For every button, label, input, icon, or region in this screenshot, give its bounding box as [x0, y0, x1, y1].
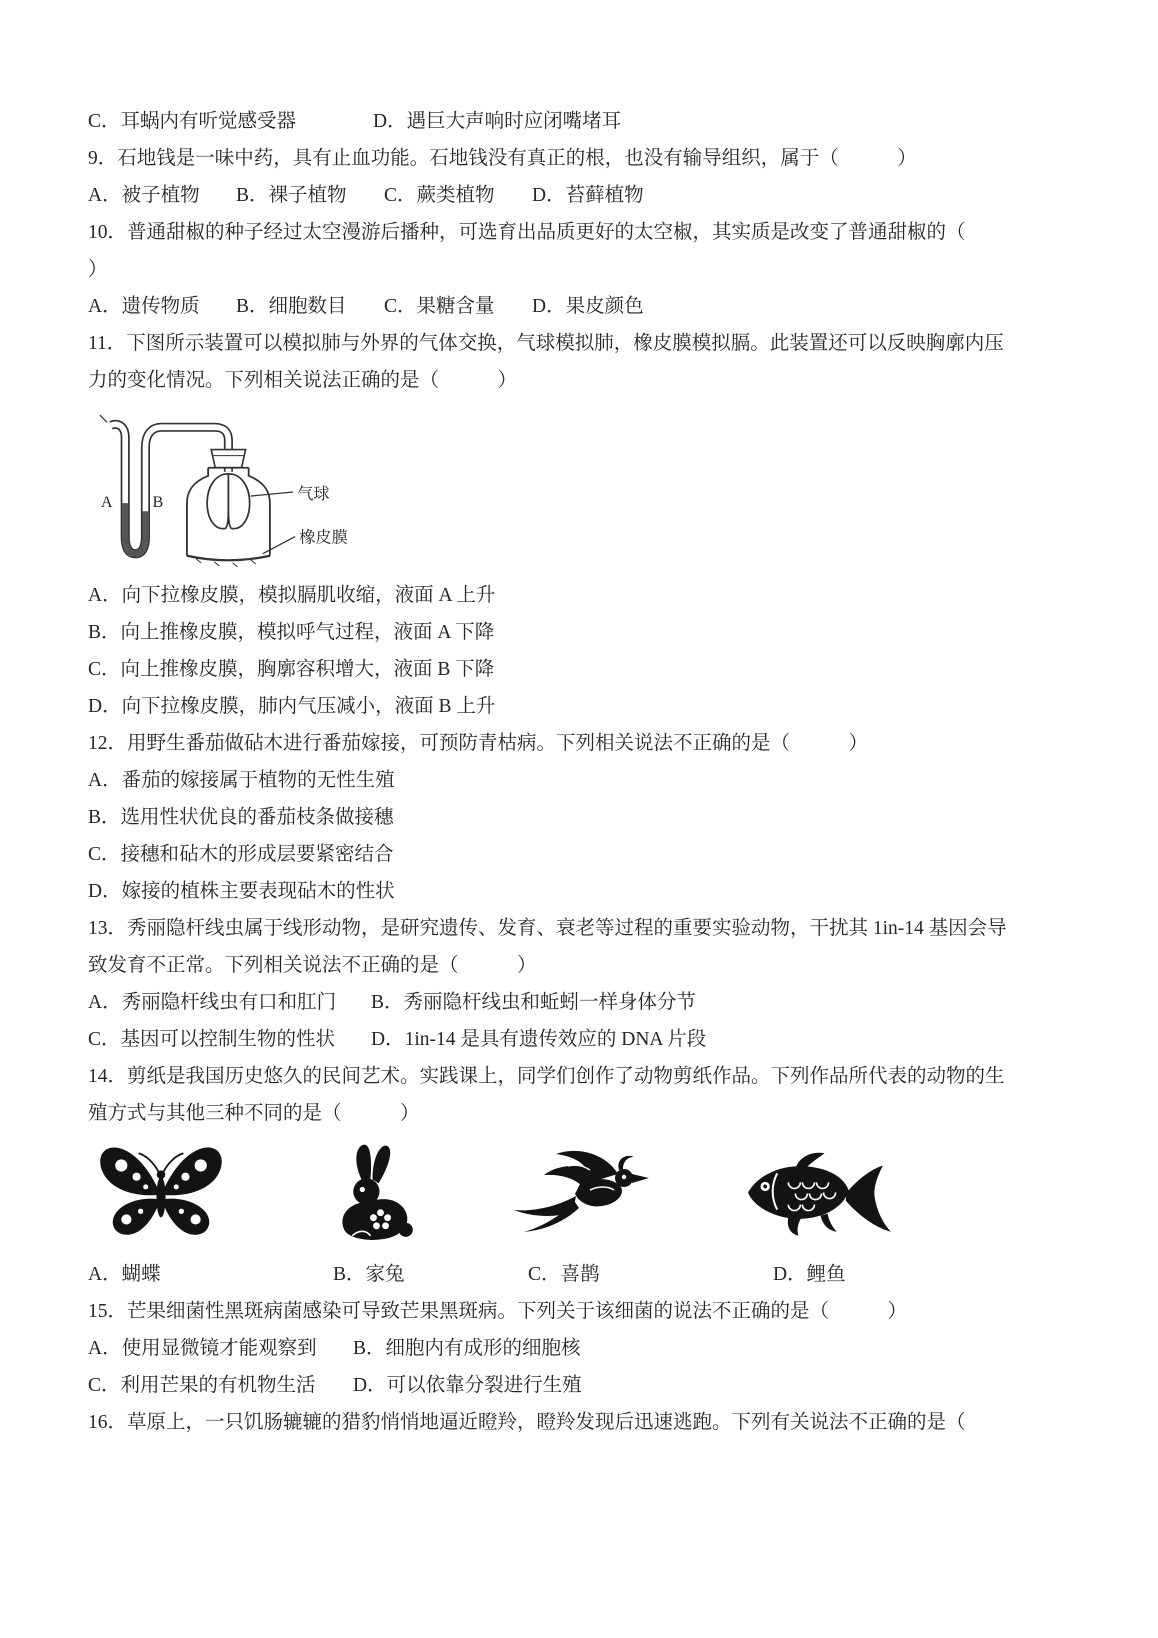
- q14-option-a: A．蝴蝶: [88, 1264, 161, 1285]
- carp-anal-fin: [821, 1214, 837, 1232]
- carp-pelvic-fin: [788, 1218, 802, 1236]
- q14-option-b: B．家兔: [333, 1264, 405, 1285]
- carp-tail: [846, 1165, 891, 1231]
- q14-option-c: C．喜鹊: [528, 1264, 600, 1285]
- q15-stem: 15．芒果细菌性黑斑病菌感染可导致芒果黑斑病。下列关于该细菌的说法不正确的是（ ）: [88, 1301, 908, 1322]
- q11-option-d: D．向下拉橡皮膜，肺内气压减小，液面 B 上升: [88, 696, 496, 717]
- q12-option-c: C．接穗和砧木的形成层要紧密结合: [88, 844, 394, 865]
- q13-option-c: C．基因可以控制生物的性状: [88, 1029, 336, 1050]
- q9-option-b: B．裸子植物: [236, 185, 347, 206]
- butterfly-papercut-image: [94, 1138, 228, 1250]
- q14-stem-line2: 殖方式与其他三种不同的是（ ）: [88, 1103, 420, 1124]
- q9-stem: 9．石地钱是一味中药，具有止血功能。石地钱没有真正的根，也没有输导组织，属于（ ）: [88, 148, 917, 169]
- q12-stem: 12．用野生番茄做砧木进行番茄嫁接，可预防青枯病。下列相关说法不正确的是（ ）: [88, 733, 869, 754]
- q13-option-d: D．1in-14 是具有遗传效应的 DNA 片段: [371, 1029, 707, 1050]
- manometer-label-b: B: [152, 494, 164, 512]
- q13-options-ab: [88, 984, 1088, 1021]
- rabbit-ear-right: [372, 1146, 390, 1184]
- q11-option-c: C．向上推橡皮膜，胸廓容积增大，液面 B 下降: [88, 659, 495, 680]
- q15-option-b: B．细胞内有成形的细胞核: [353, 1338, 581, 1359]
- q10-options-line: [88, 288, 1088, 325]
- q14-option-d: D．鲤鱼: [773, 1264, 846, 1285]
- carp-body: [748, 1166, 849, 1219]
- q15-option-a: A．使用显微镜才能观察到: [88, 1338, 317, 1359]
- q10-option-b: B．细胞数目: [236, 296, 347, 317]
- q11-stem-line2: 力的变化情况。下列相关说法正确的是（ ）: [88, 370, 518, 391]
- q14-stem-line1: 14．剪纸是我国历史悠久的民间艺术。实践课上，同学们创作了动物剪纸作品。下列作品所代表的动物的生: [88, 1066, 1005, 1087]
- q15-options-ab: [88, 1330, 1088, 1367]
- magpie-papercut-image: [506, 1144, 656, 1244]
- q10-stem-line2: ）: [88, 259, 108, 280]
- rubber-membrane: [187, 556, 270, 567]
- q8-option-c: C．耳蜗内有听觉感受器: [88, 111, 297, 132]
- carp-dorsal-fin: [796, 1153, 824, 1168]
- magpie-body: [575, 1179, 622, 1206]
- magpie-crest: [618, 1156, 634, 1170]
- lung-model-diagram: [88, 399, 1088, 577]
- q8-options-line: [88, 103, 1088, 140]
- q10-option-c: C．果糖含量: [384, 296, 495, 317]
- rabbit-tail: [399, 1223, 413, 1237]
- carp-papercut-image: [740, 1146, 896, 1242]
- q11-option-b: B．向上推橡皮膜，模拟呼气过程，液面 A 下降: [88, 622, 495, 643]
- q13-options-cd: [88, 1021, 1088, 1058]
- q13-option-a: A．秀丽隐杆线虫有口和肛门: [88, 992, 337, 1013]
- small-mark: [100, 415, 107, 422]
- membrane-leader-line: [263, 537, 295, 554]
- membrane-label: 橡皮膜: [299, 529, 348, 547]
- q15-option-c: C．利用芒果的有机物生活: [88, 1375, 316, 1396]
- papercut-images-row: [88, 1132, 1088, 1256]
- q13-option-b: B．秀丽隐杆线虫和蚯蚓一样身体分节: [371, 992, 697, 1013]
- q10-option-d: D．果皮颜色: [532, 296, 644, 317]
- manometer-label-a: A: [100, 494, 113, 512]
- rubber-stopper: [211, 450, 245, 468]
- q9-option-a: A．被子植物: [88, 185, 200, 206]
- q13-stem-line1: 13．秀丽隐杆线虫属于线形动物，是研究遗传、发育、衰老等过程的重要实验动物，干扰其 1in-14 基因会导: [88, 918, 1007, 939]
- q10-option-a: A．遗传物质: [88, 296, 200, 317]
- rabbit-papercut-image: [320, 1141, 436, 1247]
- q13-stem-line2: 致发育不正常。下列相关说法不正确的是（ ）: [88, 955, 537, 976]
- q8-option-d: D．遇巨大声响时应闭嘴堵耳: [373, 111, 622, 132]
- q15-options-cd: [88, 1367, 1088, 1404]
- q12-option-d: D．嫁接的植株主要表现砧木的性状: [88, 881, 395, 902]
- q11-stem-line1: 11．下图所示装置可以模拟肺与外界的气体交换，气球模拟肺，橡皮膜模拟膈。此装置还可以反映胸廓内压: [88, 333, 1004, 354]
- q16-stem: 16．草原上，一只饥肠辘辘的猎豹悄悄地逼近瞪羚，瞪羚发现后迅速逃跑。下列有关说法不正确的是（: [88, 1412, 966, 1433]
- rabbit-ear-left: [356, 1145, 371, 1182]
- q10-stem-line1: 10．普通甜椒的种子经过太空漫游后播种，可选育出品质更好的太空椒，其实质是改变了普通甜椒的（: [88, 222, 966, 243]
- balloon-leader-line: [251, 492, 293, 496]
- lung-model-diagram-svg: [94, 405, 379, 577]
- q15-option-d: D．可以依靠分裂进行生殖: [353, 1375, 582, 1396]
- magpie-beak: [632, 1174, 649, 1183]
- q12-option-a: A．番茄的嫁接属于植物的无性生殖: [88, 770, 395, 791]
- q9-options-line: [88, 177, 1088, 214]
- q9-option-d: D．苔藓植物: [532, 185, 644, 206]
- balloon: [207, 474, 249, 529]
- q11-option-a: A．向下拉橡皮膜，模拟膈肌收缩，液面 A 上升: [88, 585, 496, 606]
- q12-option-b: B．选用性状优良的番茄枝条做接穗: [88, 807, 394, 828]
- q14-options-line: [88, 1256, 1088, 1293]
- balloon-label: 气球: [297, 486, 330, 504]
- q9-option-c: C．蕨类植物: [384, 185, 495, 206]
- butterfly-body: [156, 1177, 165, 1218]
